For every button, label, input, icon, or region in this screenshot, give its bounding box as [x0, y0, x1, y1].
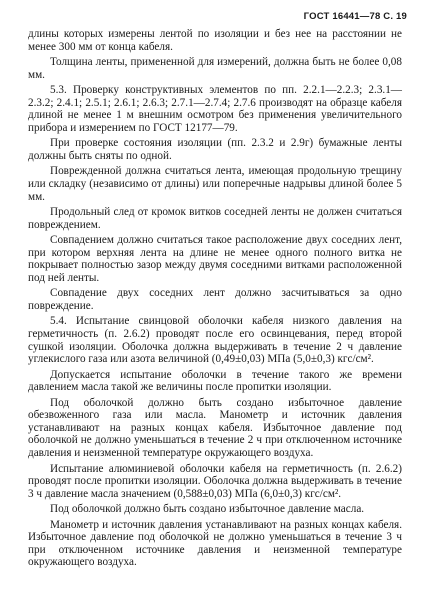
paragraph: Совпадением должно считаться такое расположение двух соседних лент, при котором верхняя лента на длине не менее одного полного витка не покрывает полностью зазор между двумя соседними витками расположенной под ней ленты. — [28, 234, 402, 284]
paragraph: длины которых измерены лентой по изоляции и без нее на расстоянии не менее 300 мм от конца кабеля. — [28, 28, 402, 53]
paragraph: Поврежденной должна считаться лента, имеющая продольную трещину или складку (независимо от длины) или поперечные надрывы длиной более 5 мм. — [28, 165, 402, 203]
paragraph: Продольный след от кромок витков соседней ленты не должен считаться повреждением. — [28, 206, 402, 231]
paragraph: Испытание алюминиевой оболочки кабеля на герметичность (п. 2.6.2) проводят после пропитки изоляции. Оболочка должна выдерживать в течение 3 ч давление масла значением (0,588±0,03) МПа (6,0±0,3) кгс/см². — [28, 462, 402, 500]
paragraph: Манометр и источник давления устанавливают на разных концах кабеля. Избыточное давление под оболочкой не должно уменьшаться в течение 3 ч при отключенном источнике давления и неизменной температуре окружающего воздуха. — [28, 518, 402, 569]
paragraph: Под оболочкой должно быть создано избыточное давление обезвоженного газа или масла. Манометр и источник давления устанавливают на разных концах кабеля. Избыточное давление под оболочкой не должно уменьшаться в течение 2 ч при отключенном источнике давления и неизменной температуре окружающего воздуха. — [28, 396, 402, 459]
paragraph: Толщина ленты, примененной для измерений, должна быть не более 0,08 мм. — [28, 56, 402, 81]
paragraph: При проверке состояния изоляции (пп. 2.3.2 и 2.9г) бумажные ленты должны быть сняты по одной. — [28, 137, 402, 162]
body-text — [28, 28, 402, 569]
paragraph: Под оболочкой должно быть создано избыточное давление масла. — [50, 503, 365, 516]
paragraph: Совпадение двух соседних лент должно засчитываться за одно повреждение. — [28, 287, 402, 312]
paragraph: Допускается испытание оболочки в течение такого же времени давлением масла такой же величины после пропитки изоляции. — [28, 368, 402, 394]
page-header: ГОСТ 16441—78 С. 19 — [303, 11, 407, 22]
paragraph: 5.4. Испытание свинцовой оболочки кабеля низкого давления на герметичность (п. 2.6.2) проводят после его освинцевания, перед второй сушкой изоляции. Оболочка должна выдерживать в течение 2 ч давление углекислого газа или азота величиной (0,49±0,03) МПа (5,0±0,3) кгс/см². — [28, 315, 402, 366]
paragraph: 5.3. Проверку конструктивных элементов по пп. 2.2.1—2.2.3; 2.3.1—2.3.2; 2.4.1; 2.5.1; 2.6.1; 2.6.3; 2.7.1—2.7.4; 2.7.6 производят на образце кабеля длиной не менее 1 м внешним осмотром без применения увеличительного прибора и измерением по ГОСТ 12177—79. — [28, 84, 402, 134]
